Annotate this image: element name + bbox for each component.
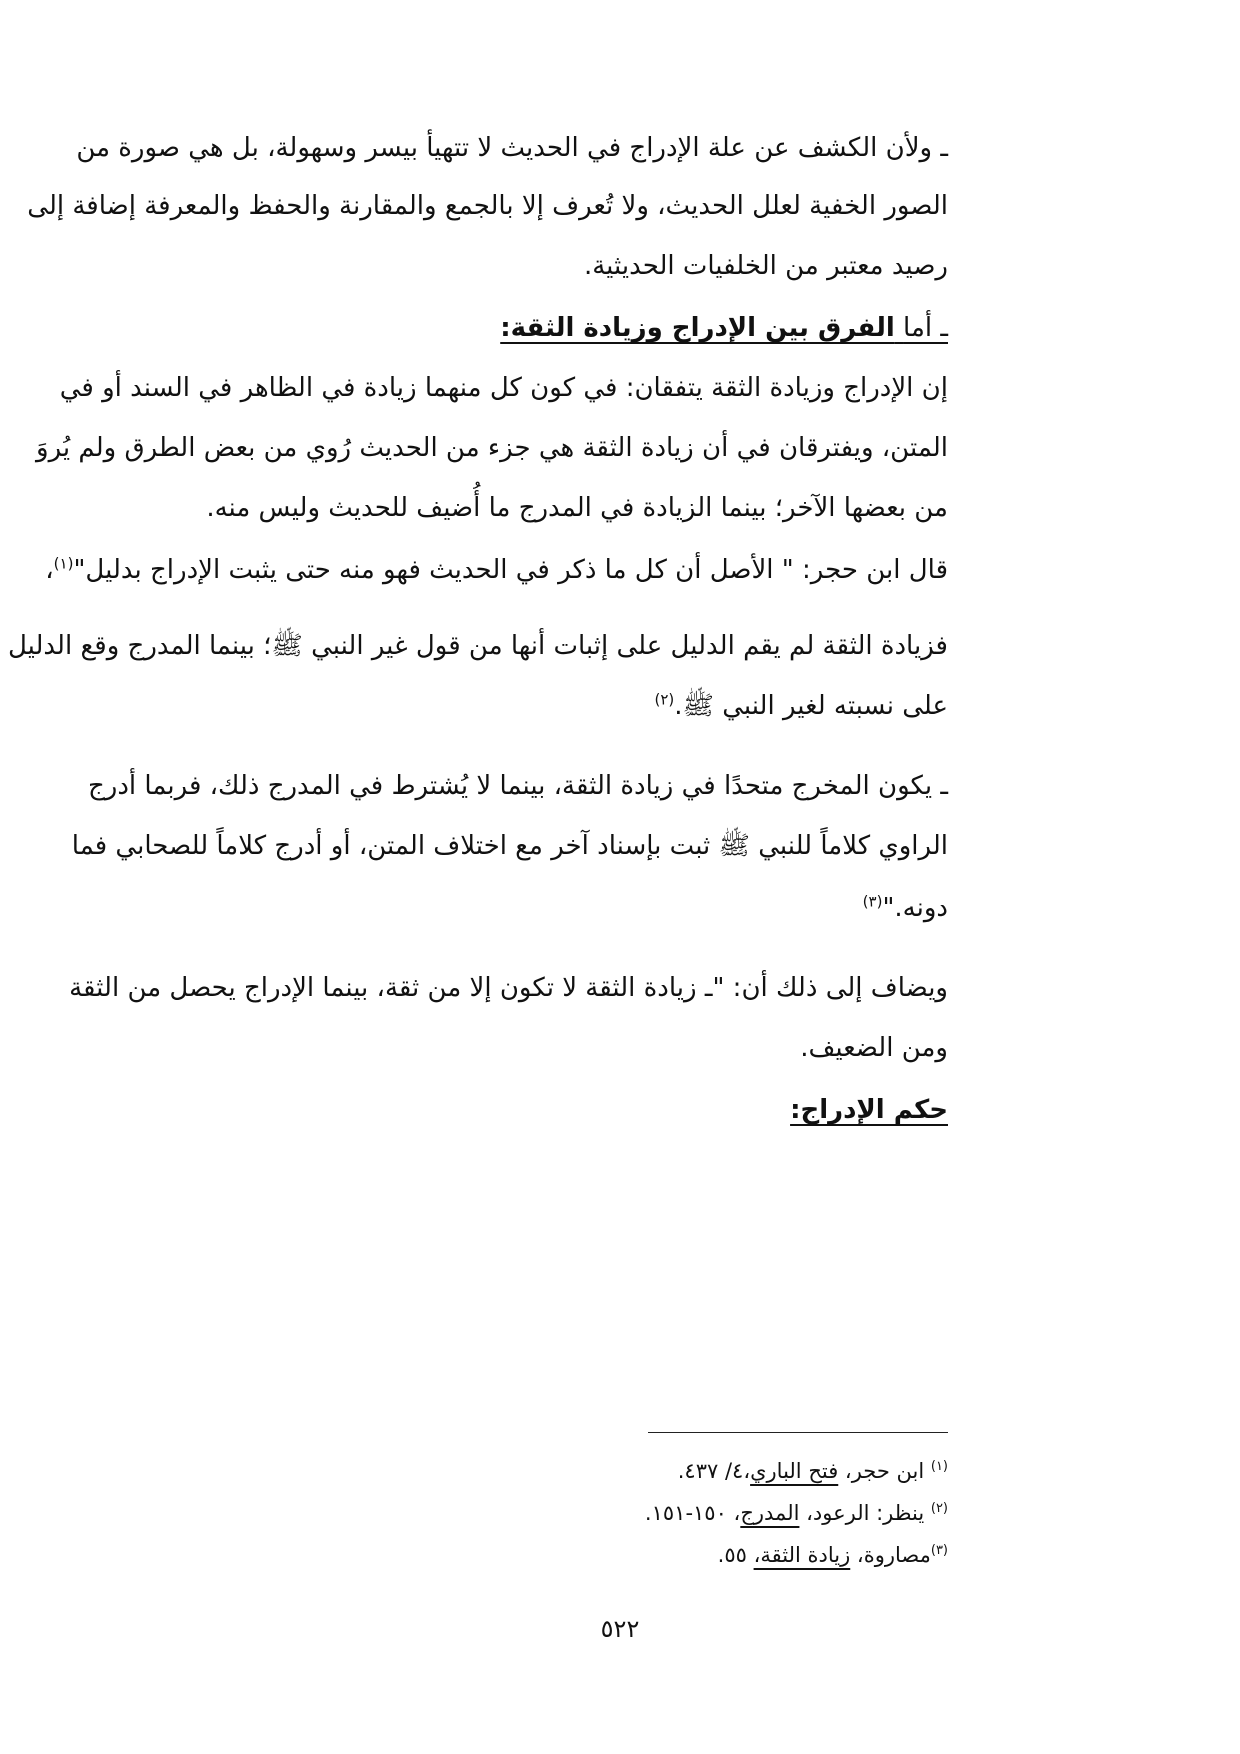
ibn-hajar-quote (45, 550, 948, 590)
footnote-ref-2[interactable]: (٢) (654, 690, 675, 709)
section-heading-difference (148, 308, 948, 348)
footnote-ref-3[interactable]: (٣) (862, 892, 883, 911)
paragraph-1-line-3: رصيد معتبر من الخلفيات الحديثية. (583, 251, 948, 281)
footnote-1-author: ابن حجر، (838, 1459, 925, 1483)
paragraph-5-line-3 (148, 888, 948, 928)
heading-prefix: ـ أما (903, 313, 948, 343)
footnote-3 (500, 1538, 948, 1572)
page-number: ٥٢٢ (600, 1615, 640, 1643)
paragraph-4-line-2-text: على نسبته لغير النبي ﷺ. (674, 691, 948, 721)
footnote-2-pages: ، ١٥٠-١٥١. (644, 1501, 741, 1525)
section-heading-ruling: حكم الإدراج: (790, 1095, 948, 1125)
paragraph-2-line-3: من بعضها الآخر؛ بينما الزيادة في المدرج ما أُضيف للحديث وليس منه. (206, 493, 948, 523)
footnote-1-number: (١) (930, 1459, 948, 1474)
heading-bold: الفرق بين الإدراج وزيادة الثقة: (500, 313, 895, 343)
paragraph-2-line-2: المتن، ويفترقان في أن زيادة الثقة هي جزء من الحديث رُوي من بعض الطرق ولم يُروَ (36, 433, 948, 463)
quote-tail: ، (45, 555, 54, 585)
footnote-3-source[interactable]: زيادة الثقة، (753, 1543, 851, 1567)
paragraph-5-line-3-text: دونه." (882, 893, 948, 923)
paragraph-2-line-1: إن الإدراج وزيادة الثقة يتفقان: في كون كل منهما زيادة في الظاهر في السند أو في (59, 373, 948, 403)
footnote-3-author: مصاروة، (850, 1543, 931, 1567)
footnote-1-source[interactable]: فتح الباري (750, 1459, 839, 1483)
footnote-2 (500, 1496, 948, 1530)
paragraph-5-line-1: ـ يكون المخرج متحدًا في زيادة الثقة، بينما لا يُشترط في المدرج ذلك، فربما أدرج (88, 771, 948, 801)
footnote-3-pages: ٥٥. (717, 1543, 754, 1567)
paragraph-1-line-2: الصور الخفية لعلل الحديث، ولا تُعرف إلا بالجمع والمقارنة والحفظ والمعرفة إضافة إلى (27, 191, 948, 221)
footnote-3-number: (٣) (930, 1543, 948, 1558)
footnote-separator (648, 1432, 948, 1433)
footnote-ref-1[interactable]: (١) (53, 554, 74, 573)
paragraph-1-line-1: ـ ولأن الكشف عن علة الإدراج في الحديث لا تتهيأ بيسر وسهولة، بل هي صورة من (76, 133, 948, 163)
paragraph-4-line-2 (148, 686, 948, 726)
paragraph-5-line-2: الراوي كلاماً للنبي ﷺ ثبت بإسناد آخر مع اختلاف المتن، أو أدرج كلاماً للصحابي فما (71, 831, 948, 861)
quote-text: قال ابن حجر: " الأصل أن كل ما ذكر في الحديث فهو منه حتى يثبت الإدراج بدليل" (73, 555, 948, 585)
paragraph-6-line-2: ومن الضعيف. (800, 1033, 948, 1063)
paragraph-6-line-1: ويضاف إلى ذلك أن: "ـ زيادة الثقة لا تكون إلا من ثقة، بينما الإدراج يحصل من الثقة (69, 973, 948, 1003)
footnote-2-number: (٢) (930, 1501, 948, 1516)
paragraph-4-line-1: فزيادة الثقة لم يقم الدليل على إثبات أنها من قول غير النبي ﷺ؛ بينما المدرج وقع الدليل (7, 631, 948, 661)
footnote-1 (500, 1454, 948, 1488)
footnote-1-pages: ،٤/ ٤٣٧. (677, 1459, 751, 1483)
footnote-2-source[interactable]: المدرج (740, 1501, 800, 1525)
footnote-2-author: ينظر: الرعود، (799, 1501, 925, 1525)
